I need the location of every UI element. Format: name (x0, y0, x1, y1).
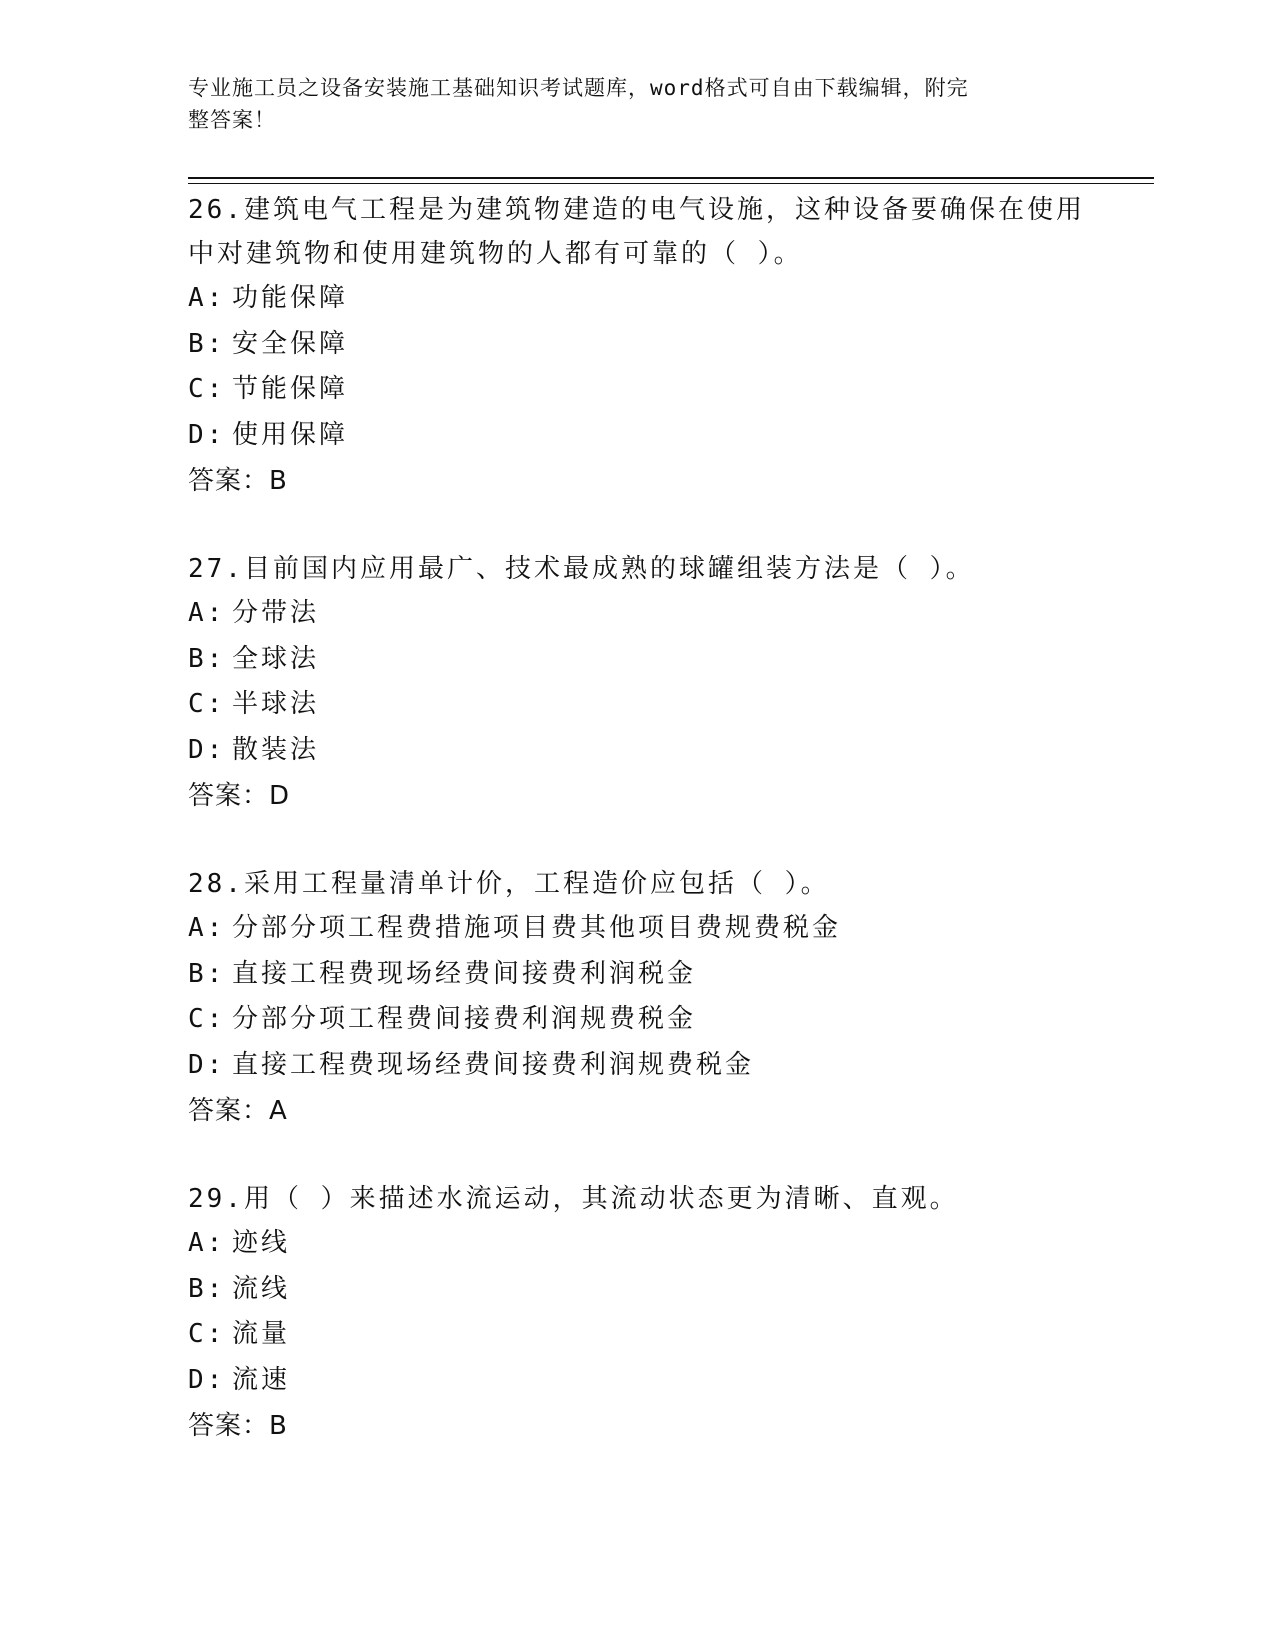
option-text: 直接工程费现场经费间接费利润规费税金 (232, 1049, 755, 1080)
answer-line: 答案：A (188, 1096, 288, 1126)
option-text: 直接工程费现场经费间接费利润税金 (232, 958, 697, 989)
option-letter: C: (188, 374, 226, 404)
option-b (188, 1267, 1088, 1313)
option-a (188, 1221, 1088, 1267)
question-text (188, 188, 1088, 276)
option-d (188, 728, 1088, 774)
option-text: 半球法 (232, 689, 320, 719)
option-b (188, 952, 1088, 998)
option-letter: B: (188, 328, 226, 359)
question-stem: 建筑电气工程是为建筑物建造的电气设施，这种设备要确保在使用中对建筑物和使用建筑物的人都有可靠的（ ）。 (188, 195, 1085, 269)
option-letter: D: (188, 1049, 226, 1080)
option-b (188, 322, 1088, 368)
question-number: 28. (188, 869, 244, 899)
option-text: 分带法 (232, 598, 320, 628)
option-text: 使用保障 (232, 419, 349, 450)
option-a (188, 591, 1088, 637)
option-text: 迹线 (232, 1228, 291, 1258)
header-line-2: 整答案！ (188, 108, 276, 132)
option-c (188, 682, 1088, 728)
option-d (188, 1358, 1088, 1404)
option-text: 功能保障 (232, 283, 349, 313)
option-letter: C: (188, 1319, 226, 1349)
option-text: 安全保障 (232, 328, 349, 359)
option-letter: B: (188, 643, 226, 674)
question-28 (188, 862, 1088, 1134)
option-letter: A: (188, 913, 226, 943)
option-letter: D: (188, 734, 226, 765)
question-number: 29. (188, 1184, 244, 1214)
option-a (188, 906, 1088, 952)
question-text (188, 862, 1088, 906)
page-header (188, 72, 1068, 136)
option-letter: A: (188, 283, 226, 313)
option-letter: D: (188, 419, 226, 450)
answer-line: 答案：D (188, 781, 291, 811)
option-letter: D: (188, 1364, 226, 1395)
option-letter: A: (188, 598, 226, 628)
question-text (188, 1177, 1088, 1221)
option-text: 散装法 (232, 734, 320, 765)
question-29 (188, 1177, 1088, 1449)
option-letter: B: (188, 958, 226, 989)
question-number: 26. (188, 195, 244, 225)
option-letter: C: (188, 1004, 226, 1034)
option-text: 流量 (232, 1319, 291, 1349)
option-text: 流速 (232, 1364, 291, 1395)
question-text (188, 547, 1088, 591)
option-text: 节能保障 (232, 374, 349, 404)
question-27 (188, 547, 1088, 819)
question-stem: 采用工程量清单计价，工程造价应包括（ ）。 (243, 869, 830, 899)
header-rule-thick (188, 177, 1154, 179)
answer-line: 答案：B (188, 466, 288, 496)
option-text: 全球法 (232, 643, 320, 674)
option-letter: B: (188, 1273, 226, 1304)
option-letter: A: (188, 1228, 226, 1258)
option-text: 分部分项工程费措施项目费其他项目费规费税金 (232, 913, 842, 943)
option-c (188, 1312, 1088, 1358)
question-stem: 用（ ）来描述水流运动，其流动状态更为清晰、直观。 (243, 1184, 959, 1214)
option-d (188, 413, 1088, 459)
option-b (188, 637, 1088, 683)
option-text: 分部分项工程费间接费利润规费税金 (232, 1004, 697, 1034)
option-text: 流线 (232, 1273, 291, 1304)
question-stem: 目前国内应用最广、技术最成熟的球罐组装方法是（ ）。 (243, 554, 975, 584)
question-26 (188, 188, 1088, 504)
option-c (188, 367, 1088, 413)
answer-line: 答案：B (188, 1411, 288, 1441)
header-line-1: 专业施工员之设备安装施工基础知识考试题库，word格式可自由下载编辑，附完 (188, 76, 969, 100)
option-a (188, 276, 1088, 322)
option-letter: C: (188, 689, 226, 719)
header-rule-thin (188, 183, 1154, 184)
option-c (188, 997, 1088, 1043)
question-number: 27. (188, 554, 244, 584)
question-list (188, 188, 1088, 1492)
option-d (188, 1043, 1088, 1089)
